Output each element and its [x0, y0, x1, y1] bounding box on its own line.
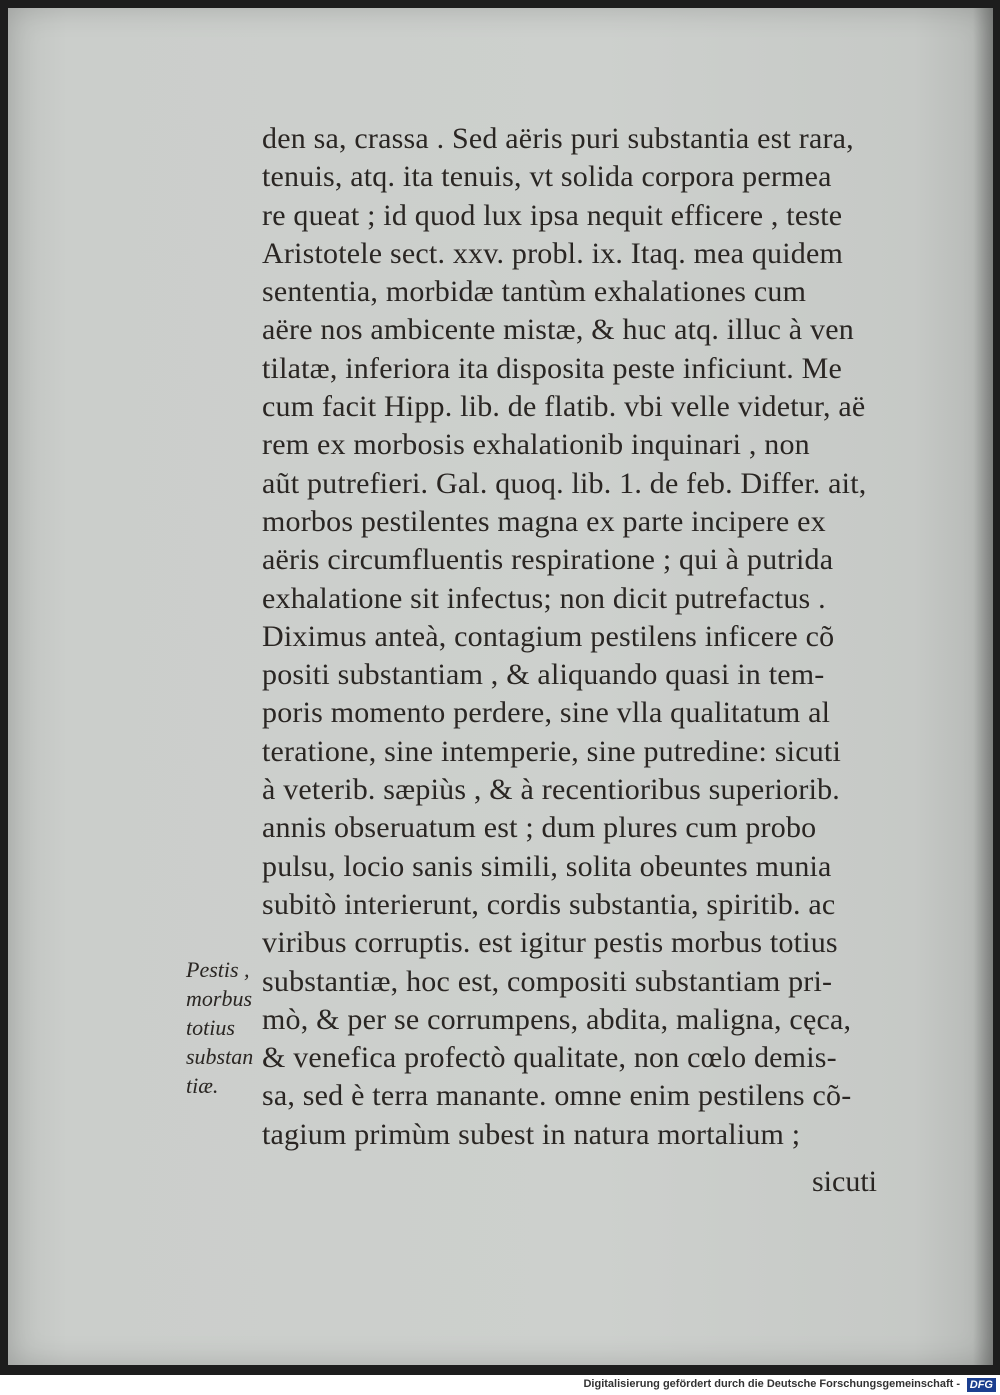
- marginal-note: [186, 955, 266, 1100]
- text-line: exhalatione sit infectus; non dicit putrefactus .: [262, 581, 826, 615]
- text-line: subitò interierunt, cordis substantia, spiritib. ac: [262, 887, 836, 921]
- text-line: tilatæ, inferiora ita disposita peste inficiunt. Me: [262, 351, 843, 385]
- text-line: teratione, sine intemperie, sine putredine: sicuti: [262, 734, 841, 768]
- body-text: [262, 120, 927, 1154]
- text-line: substantiæ, hoc est, compositi substantiam pri-: [262, 964, 833, 998]
- text-line: aũt putrefieri. Gal. quoq. lib. 1. de feb. Differ. ait,: [262, 466, 867, 500]
- footer-bar: [0, 1375, 1000, 1395]
- text-line: Aristotele sect. xxv. probl. ix. Itaq. mea quidem: [262, 236, 844, 270]
- text-line: re queat ; id quod lux ipsa nequit efficere , teste: [262, 198, 843, 232]
- funding-notice: Digitalisierung gefördert durch die Deutsche Forschungsgemeinschaft -: [583, 1378, 960, 1390]
- marginal-note-line: tiæ.: [186, 1073, 219, 1098]
- text-line: morbos pestilentes magna ex parte incipere ex: [262, 504, 826, 538]
- marginal-note-line: substan: [186, 1044, 254, 1069]
- text-line: sententia, morbidæ tantùm exhalationes cum: [262, 275, 807, 309]
- marginal-note-line: morbus: [186, 986, 253, 1011]
- text-line: annis obseruatum est ; dum plures cum probo: [262, 811, 817, 845]
- text-line: positi substantiam , & aliquando quasi in tem-: [262, 658, 825, 692]
- marginal-note-line: Pestis ,: [186, 957, 250, 982]
- text-line: viribus corruptis. est igitur pestis morbus totius: [262, 926, 838, 960]
- text-line: tagium primùm subest in natura mortalium ;: [262, 1117, 801, 1151]
- text-line: tenuis, atq. ita tenuis, vt solida corpora permea: [262, 160, 832, 194]
- text-line: à veterib. sæpiùs , & à recentioribus superiorib.: [262, 773, 840, 807]
- text-line: rem ex morbosis exhalationib inquinari , non: [262, 428, 810, 462]
- text-line: mò, & per se corrumpens, abdita, maligna, cęca,: [262, 1002, 852, 1036]
- text-line: pulsu, locio sanis simili, solita obeuntes munia: [262, 849, 832, 883]
- text-line: aëre nos ambicente mistæ, & huc atq. illuc à ven: [262, 313, 854, 347]
- marginal-note-line: totius: [186, 1015, 235, 1040]
- dfg-logo: DFG: [967, 1378, 996, 1392]
- catchword: sicuti: [812, 1165, 877, 1198]
- text-line: aëris circumfluentis respiratione ; qui à putrida: [262, 543, 834, 577]
- text-line: den sa, crassa . Sed aëris puri substantia est rara,: [262, 122, 854, 155]
- text-line: & venefica profectò qualitate, non cœlo demis-: [262, 1041, 837, 1075]
- page-edge-shadow: [973, 8, 993, 1365]
- text-line: poris momento perdere, sine vlla qualitatum al: [262, 696, 831, 730]
- text-line: sa, sed è terra manante. omne enim pestilens cõ-: [262, 1079, 852, 1113]
- text-line: cum facit Hipp. lib. de flatib. vbi velle videtur, aë: [262, 390, 866, 424]
- text-line: Diximus anteà, contagium pestilens inficere cõ: [262, 619, 835, 653]
